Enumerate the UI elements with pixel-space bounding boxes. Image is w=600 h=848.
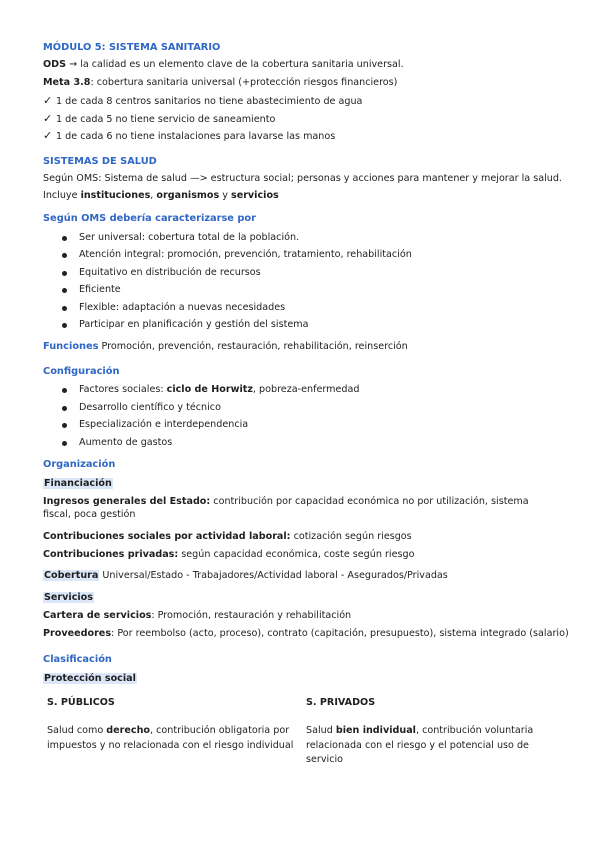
incluye-line: Incluye instituciones, organismos y servicios — [43, 190, 279, 201]
publicos-column — [43, 697, 300, 767]
check-icon: ✓ — [43, 129, 53, 142]
check-item: ✓ 1 de cada 6 no tiene instalaciones para lavarse las manos — [43, 129, 336, 142]
check-item: ✓ 1 de cada 8 centros sanitarios no tiene abastecimiento de agua — [43, 94, 363, 107]
module-title: MÓDULO 5: SISTEMA SANITARIO — [43, 42, 221, 53]
meta-line: Meta 3.8: cobertura sanitaria universal (+protección riesgos financieros) — [43, 76, 398, 88]
check-item: ✓ 1 de cada 5 no tiene servicio de saneamiento — [43, 111, 276, 125]
list-item: Participar en planificación y gestión del sistema — [43, 316, 558, 334]
check-icon: ✓ — [43, 94, 53, 107]
privados-column — [300, 697, 557, 767]
section-title-organizacion: Organización — [43, 459, 116, 471]
servicios-heading: Servicios — [44, 592, 93, 604]
publicos-description: Salud como derecho, contribución obligatoria por impuestos y no relacionada con el riesgo individual — [47, 725, 294, 751]
financiacion-heading: Financiación — [44, 478, 112, 490]
cartera-line: Cartera de servicios: Promoción, restauración y rehabilitación — [43, 610, 352, 622]
contribuciones-privadas-line: Contribuciones privadas: según capacidad económica, coste según riesgo — [43, 548, 415, 560]
contribuciones-sociales-line: Contribuciones sociales por actividad laboral: cotización según riesgos — [43, 531, 412, 543]
configuracion-list — [43, 381, 558, 451]
list-item: Atención integral: promoción, prevención, tratamiento, rehabilitación — [43, 246, 558, 264]
cobertura-line: Cobertura Universal/Estado - Trabajadores/Actividad laboral - Asegurados/Privadas — [44, 570, 448, 582]
ods-line: ODS → la calidad es un elemento clave de la cobertura sanitaria universal. — [43, 59, 404, 70]
funciones-label: Funciones — [43, 341, 99, 353]
publicos-header: S. PÚBLICOS — [47, 697, 115, 709]
document-page — [43, 41, 569, 768]
list-item: Ser universal: cobertura total de la población. — [43, 229, 558, 247]
clasificacion-table — [43, 697, 558, 767]
list-item: Aumento de gastos — [43, 434, 558, 452]
list-item: Desarrollo científico y técnico — [43, 399, 558, 417]
list-item: Flexible: adaptación a nuevas necesidades — [43, 299, 558, 317]
caracteristicas-list — [43, 229, 558, 335]
funciones-line: Funciones Promoción, prevención, restauración, rehabilitación, reinserción — [43, 341, 408, 353]
privados-header: S. PRIVADOS — [306, 697, 376, 709]
oms-definition: Según OMS: Sistema de salud —> estructura social; personas y acciones para mantener y mejorar la salud. — [43, 172, 562, 184]
list-item: Eficiente — [43, 281, 558, 299]
list-item: Equitativo en distribución de recursos — [43, 264, 558, 282]
section-title-caracterizar: Según OMS debería caracterizarse por — [43, 212, 256, 224]
proteccion-social-heading: Protección social — [44, 673, 136, 685]
section-title-clasificacion: Clasificación — [43, 654, 112, 666]
section-title-sistemas: SISTEMAS DE SALUD — [43, 155, 157, 167]
list-item: Especialización e interdependencia — [43, 416, 558, 434]
privados-description: Salud bien individual, contribución voluntaria relacionada con el riesgo y el potencial uso de servicio — [306, 725, 534, 766]
proveedores-line: Proveedores: Por reembolso (acto, proceso), contrato (capitación, presupuesto), sistema integrado (salario) — [43, 627, 569, 639]
ingresos-line: Ingresos generales del Estado: contribución por capacidad económica no por utilización, sistema fiscal, poca gestión — [43, 496, 529, 521]
section-title-configuracion: Configuración — [43, 366, 120, 378]
list-item: Factores sociales: ciclo de Horwitz, pobreza-enfermedad — [43, 381, 558, 399]
check-icon: ✓ — [43, 111, 53, 125]
